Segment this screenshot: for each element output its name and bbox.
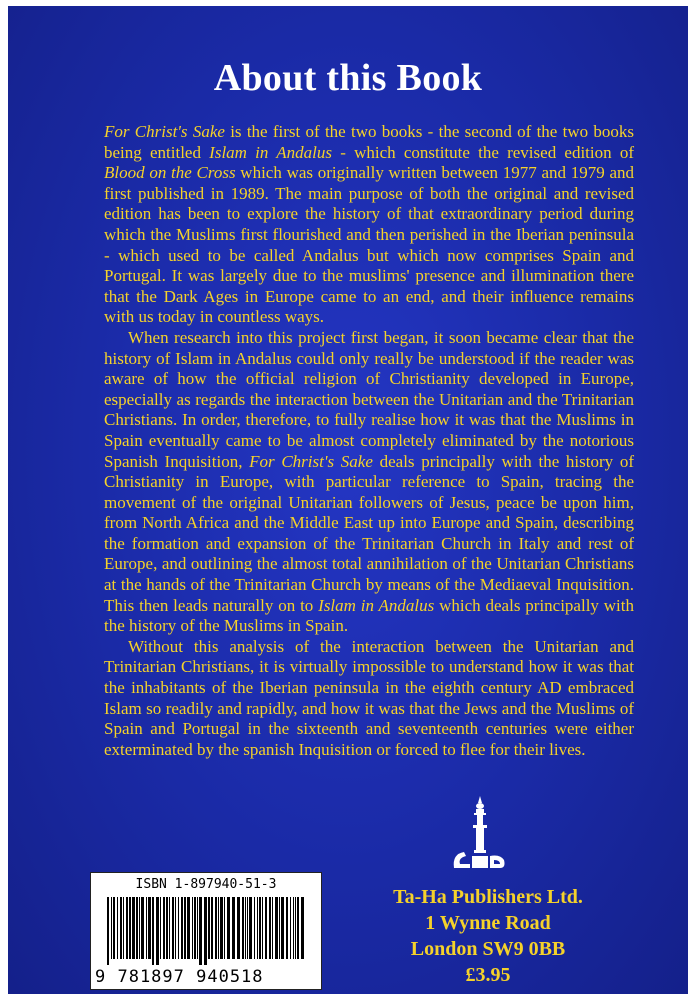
minaret-logo-icon (444, 794, 516, 872)
book-title-text: Blood on the Cross (104, 163, 236, 183)
body-text: - which constitute the revised edition of (332, 142, 634, 162)
back-cover (8, 6, 688, 994)
book-title-text: For Christ's Sake (104, 122, 225, 141)
body-text: which was originally written between 1977 and 1979 and first published in 1989. The main purpose of both the original and revised edition has been to explore the history of that extraordinary period during which the Muslims first flourished and then perished in the Iberian peninsula - which used to be called Andalus but which now comprises Spain and Portugal. It was largely due to the muslims' presence and illumination there that the Dark Ages in Europe came to an end, and their influence remains with us today in countless ways. (104, 163, 635, 327)
isbn-barcode-box (90, 872, 322, 990)
isbn-label: ISBN 1-897940-51-3 (135, 877, 277, 892)
barcode-icon (107, 897, 307, 965)
publisher-city: London SW9 0BB (410, 938, 566, 960)
ean-number: 9 781897 940518 (95, 967, 264, 987)
publisher-info (368, 884, 608, 988)
body-text: When research into this project first began, it soon became clear that the history of Islam in Andalus could only really be understood if the reader was aware of how the official religion of Christianity developed in Europe, especially as regards the interaction between the Unitarian and the Trinitarian Christians. In order, therefore, to fully realise how it was that the Muslims in Spain eventually came to be almost completely eliminated by the notorious Spanish Inquisition, (104, 327, 634, 471)
book-title-text: For Christ's Sake (249, 451, 373, 471)
publisher-name: Ta-Ha Publishers Ltd. (393, 886, 583, 908)
body-text: Without this analysis of the interaction between the Unitarian and Trinitarian Christians, it is virtually impossible to understand how it was that the inhabitants of the Iberian peninsula in the eighth century AD embraced Islam so readily and rapidly, and how it was that the Jews and the Muslims of Spain and Portugal in the sixteenth and seventeenth centuries were either exterminated by the spanish Inquisition or forced to flee for their lives. (104, 636, 634, 759)
book-price: £3.95 (465, 964, 511, 986)
paragraph-1 (104, 122, 634, 328)
paragraph-2 (104, 328, 634, 637)
body-text: which deals principally with the history of the Muslims in Spain. (104, 595, 634, 636)
book-description (104, 122, 634, 760)
book-title-text: Islam in Andalus (318, 595, 435, 615)
book-title-text: Islam in Andalus (209, 142, 332, 162)
body-text: deals principally with the history of Christianity in Europe, with particular reference to Spain, tracing the movement of the original Unitarian followers of Jesus, peace be upon him, from North Africa and the Middle East up into Europe and Spain, describing the formation and expansion of the Trinitarian Church in Italy and rest of Europe, and outlining the almost total annihilation of the Unitarian Christians at the hands of the Trinitarian Church by means of the Mediaeval Inquisition. This then leads naturally on to (104, 451, 635, 615)
body-text: is the first of the two books - the second of the two books being entitled (104, 122, 635, 162)
publisher-street: 1 Wynne Road (425, 912, 551, 934)
paragraph-3 (104, 637, 634, 761)
page-title: About this Book (213, 57, 483, 99)
